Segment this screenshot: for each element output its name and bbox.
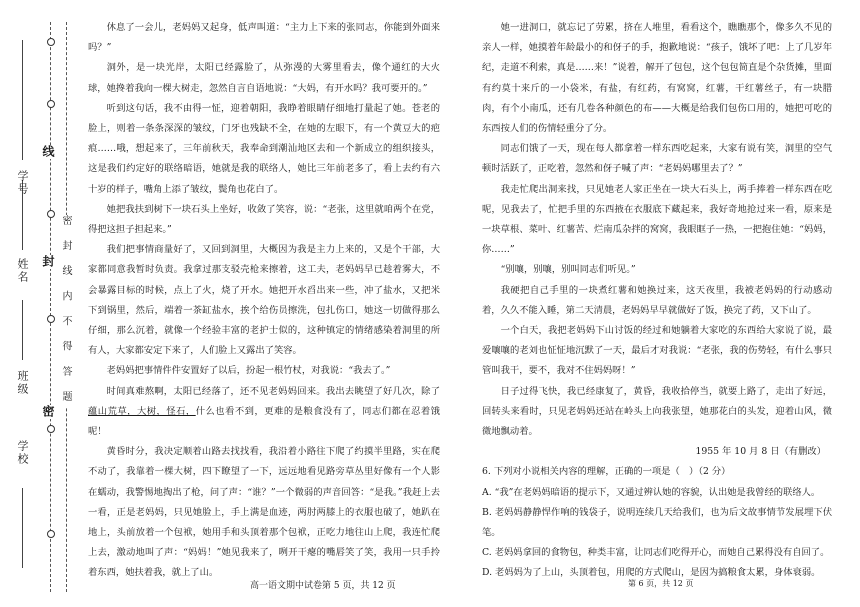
binding-hole — [47, 210, 55, 218]
paragraph: “别嚷，别嚷，别叫同志们听见。” — [500, 264, 636, 276]
paragraph: 听到这句话，我不由得一怔，迎着朝阳，我睁着眼睛仔细地打量起了她。苍老的脸上，则着一条条深深的皱纹，门牙也残缺不全，在她的左眼下，有一个黄豆大的疤痕……哦，想起来了，三年前秋天，我奉命到潮汕地区去和一个新成立的组织接头，这是我们约定好的联络暗语，她就是我的联络人，她比三年前老多了，看上去约有六十岁的样子，嘴角上添了皱纹，鬓角也花白了。 — [88, 102, 440, 195]
left-column — [88, 18, 440, 584]
seal-mark-dense: 密 — [41, 405, 55, 419]
option-c: C. 老妈妈拿回的食物包，种类丰富，让同志们吃得开心，而她自己累得没有自回了。 — [482, 547, 830, 559]
binding-hole — [47, 38, 55, 46]
name-label: 姓名 — [16, 258, 29, 284]
right-column — [482, 18, 832, 584]
underlined-phrase: 蘊山荒草，大树，怪石， — [88, 405, 196, 417]
paragraph: 她一进洞口，就忘记了劳累，挤在人堆里，看看这个，瞧瞧那个，像多久不见的亲人一样，她摸着年龄最小的和伢子的手，抱歉地说：“孩子，饿坏了吧：上了几岁年纪，走道不利索，真是……来！”说着，解开了包包，这个包包简直是个杂货摊，里面有约莫十来斤的一小袋米，有盐，有红药，有窝窝，红薯，干红薯丝子，有一块腊肉，有个小南瓜，还有几卷各种颜色的布——大概是给我们包伤口用的，她把可吃的东西按人们的伤情轻重分了分。 — [482, 22, 832, 135]
page-footer-left: 高一语文期中试卷第 5 页，共 12 页 — [250, 581, 396, 591]
paragraph: 日子过得飞快，我已经康复了，黄昏，我收拾停当，就要上路了，走出了好远，回转头来看时，只见老妈妈还站在岭头上向我张望，她那花白的头发，迎着山风，微微地飘动着。 — [482, 385, 832, 438]
page-footer-right: 第 6 页，共 12 页 — [628, 579, 694, 588]
option-a: A. “我”在老妈妈暗语的提示下，又通过辨认她的容貌，认出她是我曾经的联络人。 — [482, 486, 821, 498]
dateline: 1955 年 10 月 8 日（有删改） — [695, 446, 826, 458]
paragraph: 我们把事情商量好了，又回到洞里，大概因为我是主力上来的，又是个干部，大家都同意我暂时负责。我拿过那支驳壳枪来擦着，这工夫，老妈妈早已趁着雾大，不会暴露目标的时候，点上了火，烧了开水。她把开水舀出来一些，冲了盐水，又把米下到锅里，然后，端着一茶缸盐水，挨个给伤员擦洗，包扎伤口，她这一切做得那么仔细，那么沉着，就像一个经验丰富的老护士似的，这种镇定的情绪感染着洞里的所有人，大家都安定下来了，人们脸上又露出了笑容。 — [88, 244, 440, 357]
paragraph-with-underline: 时间真难熬啊，太阳已经落了，还不见老妈妈回来。我出去眺望了好几次，除了蘊山荒草，大树，怪石，什么也看不到，更难的是粮食没有了，同志们都在忍着饿呢！ — [88, 385, 440, 438]
paragraph: 她把我扶到树下一块石头上坐好，收敛了笑容，说：“老张，这里就咱两个在党，得把这担子担起来。” — [88, 203, 440, 236]
binding-hole — [47, 100, 55, 108]
paragraph: 黄昏时分，我决定顺着山路去找找看，我沿着小路往下爬了约摸半里路，实在爬不动了，我靠着一棵大树，四下瞭望了一下，远远地看见路旁草丛里好像有一个人影在蠕动，我警惕地掏出了枪，问了声：“谁？”一个微弱的声音回答：“是我。”我赶上去一看，正是老妈妈，只见她脸上，手上满是血迹，两肘两膝上的衣服也破了，她趴在地上，头前放着一个包袱，她用手和头顶着那个包袱，正吃力地往山上爬，我连忙爬上去，激动地叫了声：“妈妈！”她见我来了，咧开干瘪的嘴唇笑了笑，我用一只手拎着东西，她扶着我，就上了山。 — [88, 446, 440, 579]
paragraph: 同志们饿了一天，现在每人都拿着一样东西吃起来，大家有说有笑，洞里的空气顿时活跃了，正吃着，忽然和伢子喊了声：“老妈妈哪里去了？” — [482, 143, 832, 175]
question-stem: 6. 下列对小说相关内容的理解，正确的一项是（ ）（2 分） — [482, 466, 731, 478]
paragraph: 休息了一会儿，老妈妈又起身，低声叫道：“主力上下来的张同志，你能到外面来吗？” — [88, 22, 440, 54]
option-b: B. 老妈妈静静悍作响的钱袋子，说明连续几天给我们，也为后文故事情节发展埋下伏笔。 — [482, 506, 832, 539]
school-label: 学校 — [16, 440, 29, 466]
class-label: 班级 — [16, 370, 29, 396]
class-fill-line — [22, 300, 23, 360]
binding-hole — [47, 530, 55, 538]
seal-mark-line: 线 — [41, 145, 55, 159]
no-answer-warning: 密 封 线 内 不 得 答 题 — [60, 215, 71, 408]
student-id-label: 学号 — [16, 170, 29, 196]
paragraph: 洞外，是一块光岸，太阳已经露脸了，从弥漫的大雾里看去，像个通红的大火球，她搀着我向一棵大树走，忽然自言自语地说：“大妈，有开水吗？我可要开的。” — [88, 62, 440, 94]
school-fill-line — [22, 488, 23, 568]
binding-hole — [47, 315, 55, 323]
paragraph: 一个白天，我把老妈妈下山讨饭的经过和她躺着大家吃的东西给大家说了说，最爱嚷嚷的老刘也怔怔地沉默了一天，最后才对我说：“老张，我的伤势轻，有什么事只管叫我干，要不，我对不住妈妈呀！” — [482, 325, 832, 377]
binding-margin — [0, 0, 78, 607]
seal-mark-seal: 封 — [41, 255, 55, 269]
binding-hole — [47, 425, 55, 433]
id-fill-line — [22, 40, 23, 160]
paragraph: 老妈妈把事情件件安置好了以后，扮起一根竹杖，对我说：“我去了。” — [106, 365, 391, 377]
paragraph: 我硬把自己手里的一块煮红薯和她换过来，这天夜里，我被老妈妈的行动感动着，久久不能入睡，第二天清晨，老妈妈早早就做好了饭，换完了药，又下山了。 — [482, 284, 832, 316]
paragraph: 我走忙爬出洞来找，只见她老人家正坐在一块大石头上，两手捧着一样东西在吃呢，见我去了，忙把手里的东西掖在衣服底下藏起来，我好奇地抢过来一看，原来是一块草根、菜叶、红薯苦、烂南瓜杂拌的窝窝，我眼眶子一热，一把抱住她：“妈妈，你……” — [482, 183, 832, 256]
option-d: D. 老妈妈为了上山，头顶着包，用爬的方式爬山，是因为搞粮食太累，身体衰弱。 — [482, 567, 821, 579]
